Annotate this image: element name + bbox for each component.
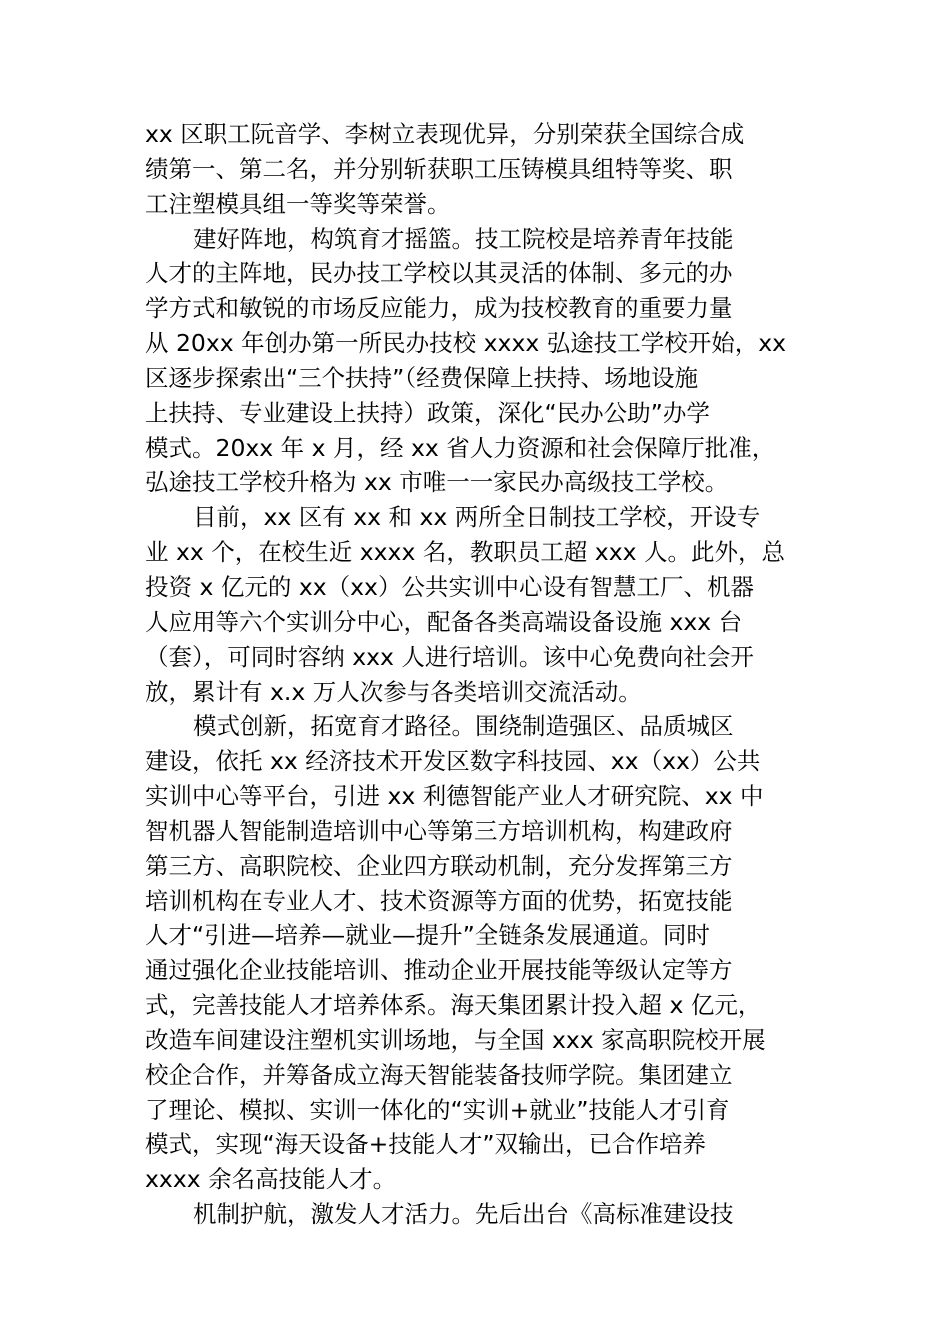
text-line: 实训中心等平台，引进 xx 利德智能产业人才研究院、xx 中 <box>145 782 764 811</box>
text-line: 建好阵地，构筑育才摇篮。技工院校是培养青年技能 <box>193 224 734 253</box>
text-line: 业 xx 个，在校生近 xxxx 名，教职员工超 xxx 人。此外，总 <box>145 538 785 567</box>
text-line: 从 20xx 年创办第一所民办技校 xxxx 弘途技工学校开始，xx <box>145 329 787 358</box>
text-line: 模式，实现“海天设备+技能人才”双输出，已合作培养 <box>145 1130 707 1159</box>
text-line: 校企合作，并筹备成立海天智能装备技师学院。集团建立 <box>145 1060 733 1089</box>
text-line: 上扶持、专业建设上扶持）政策，深化“民办公助”办学 <box>145 398 710 427</box>
text-line: 改造车间建设注塑机实训场地，与全国 xxx 家高职院校开展 <box>145 1025 766 1054</box>
paragraph-5 <box>145 1197 809 1232</box>
text-line: 区逐步探索出“三个扶持”（经费保障上扶持、场地设施 <box>145 363 699 392</box>
text-line: 工注塑模具组一等奖等荣誉。 <box>145 189 451 218</box>
text-line: 人才的主阵地，民办技工学校以其灵活的体制、多元的办 <box>145 259 733 288</box>
text-line: xx 区职工阮音学、李树立表现优异，分别荣获全国综合成 <box>145 120 745 148</box>
text-line: 模式创新，拓宽育才路径。围绕制造强区、品质城区 <box>193 712 734 741</box>
paragraph-4 <box>145 709 809 1197</box>
text-line: 放，累计有 x.x 万人次参与各类培训交流活动。 <box>145 677 642 706</box>
text-line: 学方式和敏锐的市场反应能力，成为技校教育的重要力量 <box>145 294 733 323</box>
text-line: （套），可同时容纳 xxx 人进行培训。该中心免费向社会开 <box>145 642 754 671</box>
text-line: 投资 x 亿元的 xx（xx）公共实训中心设有智慧工厂、机器 <box>145 572 754 601</box>
text-line: 式，完善技能人才培养体系。海天集团累计投入超 x 亿元， <box>145 991 762 1020</box>
text-line: 第三方、高职院校、企业四方联动机制，充分发挥第三方 <box>145 851 733 880</box>
paragraph-1 <box>145 117 809 222</box>
text-line: 人才“引进—培养—就业—提升”全链条发展通道。同时 <box>145 921 710 950</box>
text-line: 模式。20xx 年 x 月，经 xx 省人力资源和社会保障厅批准， <box>145 433 776 462</box>
text-line: 弘途技工学校升格为 xx 市唯一一家民办高级技工学校。 <box>145 468 729 497</box>
paragraph-3 <box>145 500 809 709</box>
text-line: 目前，xx 区有 xx 和 xx 两所全日制技工学校，开设专 <box>193 503 761 532</box>
document-page <box>145 117 809 1232</box>
text-line: 通过强化企业技能培训、推动企业开展技能等级认定等方 <box>145 956 733 985</box>
text-line: xxxx 余名高技能人才。 <box>145 1165 397 1194</box>
text-line: 机制护航，激发人才活力。先后出台《高标准建设技 <box>193 1200 734 1229</box>
paragraph-2 <box>145 222 809 501</box>
text-line: 人应用等六个实训分中心，配备各类高端设备设施 xxx 台 <box>145 607 743 636</box>
text-line: 建设，依托 xx 经济技术开发区数字科技园、xx（xx）公共 <box>145 747 761 776</box>
text-line: 了理论、模拟、实训一体化的“实训+就业”技能人才引育 <box>145 1095 730 1124</box>
text-line: 绩第一、第二名，并分别斩获职工压铸模具组特等奖、职 <box>145 154 733 183</box>
text-line: 培训机构在专业人才、技术资源等方面的优势，拓宽技能 <box>145 886 733 915</box>
text-line: 智机器人智能制造培训中心等第三方培训机构，构建政府 <box>145 816 733 845</box>
